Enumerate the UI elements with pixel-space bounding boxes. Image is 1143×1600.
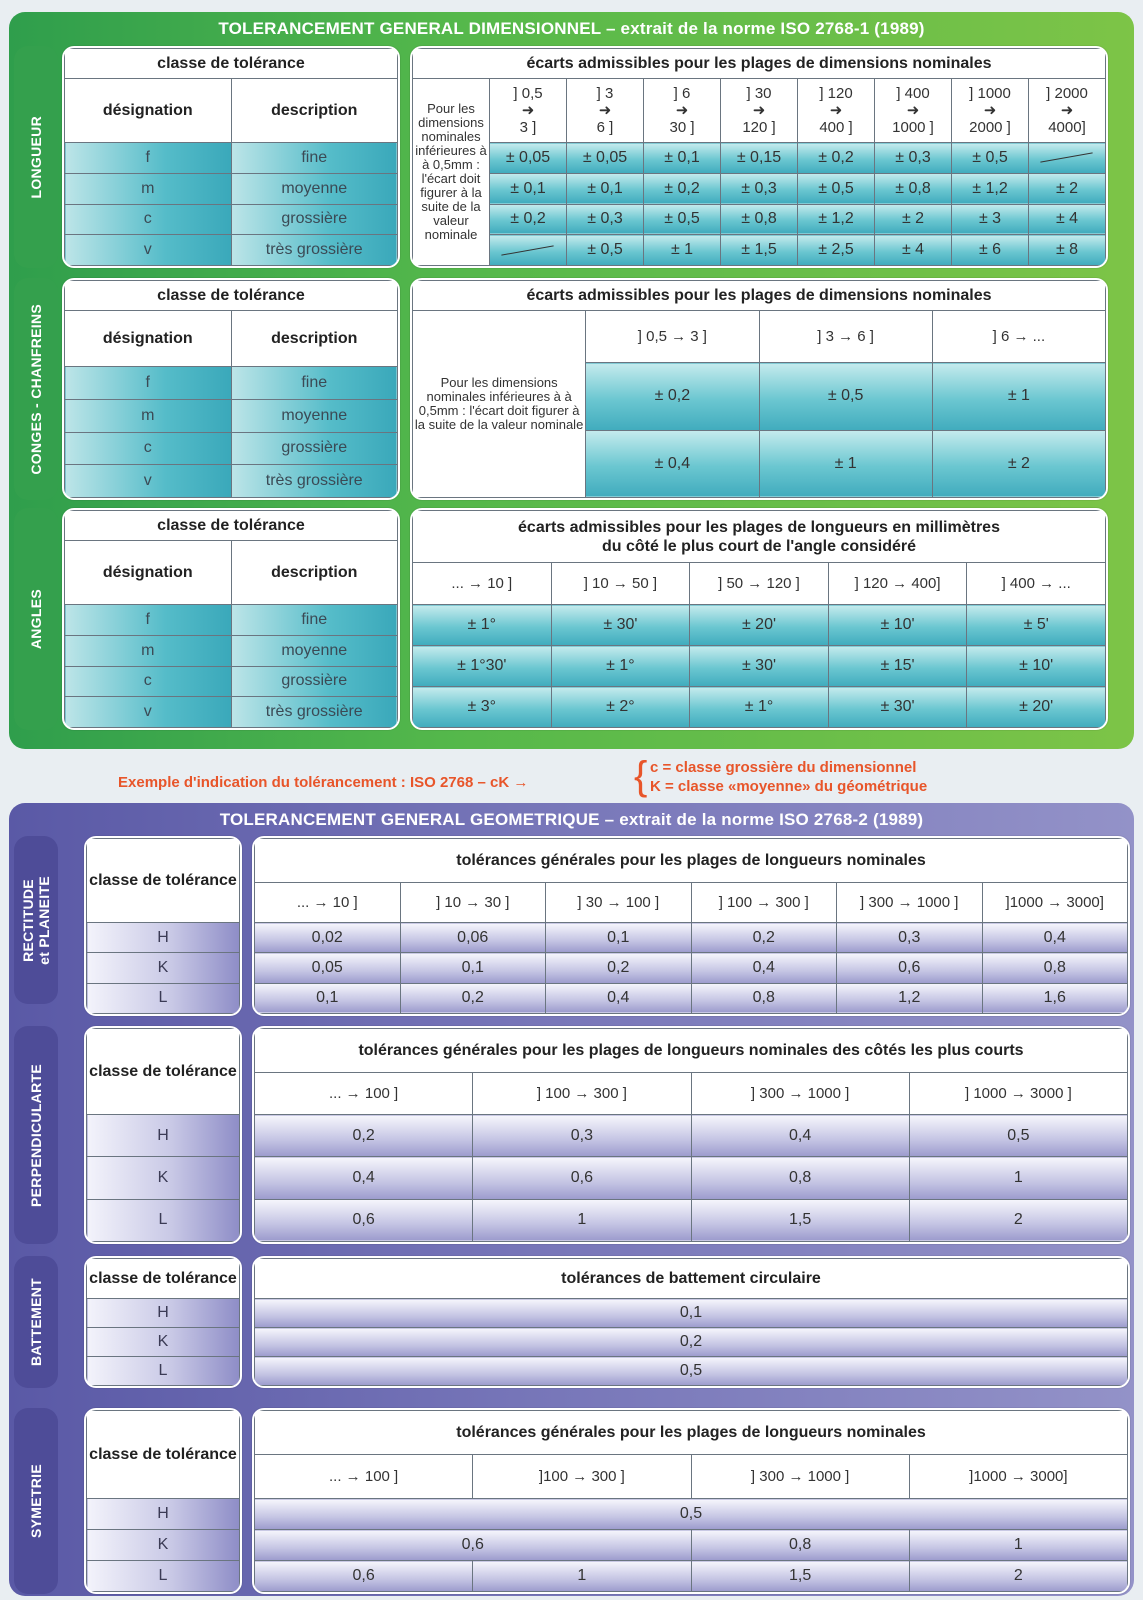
class-code: m: [65, 399, 232, 432]
value-cell: 2: [909, 1561, 1127, 1592]
value-cell: ± 0,5: [567, 235, 644, 266]
class-code: v: [65, 697, 232, 728]
side-label-battement: BATTEMENT: [14, 1256, 58, 1388]
range-cell: ] 0,5 ➜ 3 ]: [490, 79, 567, 143]
value-cell: ± 4: [875, 235, 952, 266]
value-cell: ± 2: [1029, 173, 1106, 204]
value-cell: ± 0,1: [644, 143, 721, 174]
value-cell: 0,1: [400, 953, 546, 983]
class-desc: fine: [231, 605, 398, 636]
perp-values-table: [252, 1026, 1130, 1244]
value-cell: ± 1,5: [721, 235, 798, 266]
range-cell: ] 120 ➜ 400 ]: [798, 79, 875, 143]
range-cell: ] 6 ➜ 30 ]: [644, 79, 721, 143]
class-code: K: [87, 1157, 240, 1199]
range-cell: ] 400 → ...: [967, 563, 1106, 605]
value-cell: ± 1°: [551, 646, 690, 687]
value-cell: 0,3: [837, 923, 983, 953]
value-cell: 0,2: [546, 953, 692, 983]
value-cell: ± 3°: [413, 687, 552, 728]
range-cell: ... → 10 ]: [413, 563, 552, 605]
value-cell: ± 10': [967, 646, 1106, 687]
value-cell: ± 10': [828, 605, 967, 646]
class-desc: très grossière: [231, 235, 398, 266]
not-applicable-mark: [502, 245, 555, 255]
value-cell: 0,5: [255, 1357, 1128, 1386]
value-cell: ± 0,3: [721, 173, 798, 204]
rectitude-values-table: [252, 836, 1130, 1016]
class-header: classe de tolérance: [87, 1259, 240, 1299]
value-cell: 0,5: [909, 1115, 1127, 1157]
class-code: m: [65, 173, 232, 204]
brace-icon: {: [634, 754, 648, 798]
value-cell: 0,4: [982, 923, 1128, 953]
side-label-perpendicularite: PERPENDICULARTE: [14, 1026, 58, 1244]
value-cell: ± 20': [967, 687, 1106, 728]
designation-header: désignation: [65, 311, 232, 367]
class-code: f: [65, 143, 232, 174]
range-cell: ] 300 → 1000 ]: [837, 883, 983, 923]
value-cell: ± 1°: [690, 687, 829, 728]
batt-values-table: [252, 1256, 1130, 1388]
example-k: K = classe «moyenne» du géométrique: [650, 778, 928, 795]
class-header: classe de tolérance: [87, 1411, 240, 1499]
value-cell: 0,6: [255, 1530, 692, 1561]
value-cell: ± 0,5: [759, 363, 932, 431]
value-cell: ± 15': [828, 646, 967, 687]
value-cell: ± 4: [1029, 204, 1106, 235]
value-cell: ± 0,05: [567, 143, 644, 174]
class-code: v: [65, 235, 232, 266]
range-cell: ] 1000 → 3000 ]: [909, 1073, 1127, 1115]
value-cell: ± 8: [1029, 235, 1106, 266]
range-cell: ] 100 → 300 ]: [473, 1073, 691, 1115]
value-cell: 0,6: [255, 1561, 473, 1592]
class-code: v: [65, 465, 232, 498]
range-cell: ] 10 → 50 ]: [551, 563, 690, 605]
value-cell: ± 0,1: [567, 173, 644, 204]
class-code: c: [65, 432, 232, 465]
class-code: L: [87, 1561, 240, 1592]
conges-header: écarts admissibles pour les plages de dimensions nominales: [413, 281, 1106, 311]
class-code: K: [87, 953, 240, 983]
value-cell: 0,02: [255, 923, 401, 953]
value-cell: 0,3: [473, 1115, 691, 1157]
value-cell: 1,5: [691, 1199, 909, 1241]
angles-class-table: [62, 508, 400, 730]
value-cell: 0,8: [691, 1157, 909, 1199]
class-code: H: [87, 1299, 240, 1328]
value-cell: ± 0,8: [721, 204, 798, 235]
perp-class-table: [84, 1026, 242, 1244]
class-code: H: [87, 1115, 240, 1157]
value-cell: [1029, 143, 1106, 174]
value-cell: 1,6: [982, 983, 1128, 1013]
angles-header: écarts admissibles pour les plages de longueurs en millimètres du côté le plus court de l'angle considéré: [413, 511, 1106, 563]
value-cell: 1: [909, 1530, 1127, 1561]
class-header: classe de tolérance: [65, 49, 398, 79]
value-cell: ± 0,15: [721, 143, 798, 174]
value-cell: 1: [473, 1199, 691, 1241]
class-code: m: [65, 635, 232, 666]
value-cell: 0,4: [691, 953, 837, 983]
not-applicable-mark: [1041, 153, 1094, 163]
class-header: classe de tolérance: [65, 281, 398, 311]
value-cell: 0,6: [255, 1199, 473, 1241]
value-cell: ± 2: [875, 204, 952, 235]
value-cell: 1,2: [837, 983, 983, 1013]
class-desc: fine: [231, 143, 398, 174]
value-cell: 2: [909, 1199, 1127, 1241]
range-cell: ] 120 → 400]: [828, 563, 967, 605]
value-cell: ± 0,1: [490, 173, 567, 204]
value-cell: ± 1: [759, 430, 932, 498]
value-cell: 1,5: [691, 1561, 909, 1592]
designation-header: désignation: [65, 541, 232, 605]
range-cell: ]1000 → 3000]: [909, 1455, 1127, 1499]
range-cell: ] 3 ➜ 6 ]: [567, 79, 644, 143]
angles-values-table: [410, 508, 1108, 730]
value-cell: 0,4: [691, 1115, 909, 1157]
class-desc: grossière: [231, 432, 398, 465]
value-cell: 0,6: [473, 1157, 691, 1199]
value-cell: ± 2: [932, 430, 1105, 498]
value-cell: ± 5': [967, 605, 1106, 646]
class-desc: moyenne: [231, 173, 398, 204]
conges-values-table: [410, 278, 1108, 500]
value-cell: ± 0,2: [644, 173, 721, 204]
range-cell: ]100 → 300 ]: [473, 1455, 691, 1499]
value-cell: ± 20': [690, 605, 829, 646]
rectitude-class-table: [84, 836, 242, 1016]
class-desc: très grossière: [231, 465, 398, 498]
class-desc: moyenne: [231, 399, 398, 432]
value-cell: ± 0,3: [875, 143, 952, 174]
range-cell: ] 2000 ➜ 4000]: [1029, 79, 1106, 143]
value-cell: 0,1: [546, 923, 692, 953]
range-cell: ] 0,5 → 3 ]: [586, 311, 759, 363]
value-cell: ± 1,2: [952, 173, 1029, 204]
range-cell: ] 1000 ➜ 2000 ]: [952, 79, 1029, 143]
range-cell: ... → 10 ]: [255, 883, 401, 923]
example-indication: [0, 752, 1143, 800]
value-cell: 0,4: [546, 983, 692, 1013]
value-cell: ± 0,4: [586, 430, 759, 498]
value-cell: ± 1,2: [798, 204, 875, 235]
dimensional-title: TOLERANCEMENT GENERAL DIMENSIONNEL – extrait de la norme ISO 2768-1 (1989): [218, 19, 925, 38]
value-cell: 0,05: [255, 953, 401, 983]
value-cell: 0,06: [400, 923, 546, 953]
value-cell: 1: [909, 1157, 1127, 1199]
class-header: classe de tolérance: [65, 511, 398, 541]
value-cell: ± 0,5: [644, 204, 721, 235]
class-header: classe de tolérance: [87, 839, 240, 923]
range-cell: ] 100 → 300 ]: [691, 883, 837, 923]
value-cell: ± 30': [828, 687, 967, 728]
example-c: c = classe grossière du dimensionnel: [650, 759, 917, 776]
value-cell: ± 1°: [413, 605, 552, 646]
value-cell: 0,8: [691, 1530, 909, 1561]
value-cell: 0,8: [982, 953, 1128, 983]
batt-header: tolérances de battement circulaire: [255, 1259, 1128, 1299]
designation-header: désignation: [65, 79, 232, 143]
value-cell: ± 2,5: [798, 235, 875, 266]
rectitude-header: tolérances générales pour les plages de longueurs nominales: [255, 839, 1128, 883]
geometric-title: TOLERANCEMENT GENERAL GEOMETRIQUE – extrait de la norme ISO 2768-2 (1989): [219, 810, 924, 829]
range-cell: ] 50 → 120 ]: [690, 563, 829, 605]
range-cell: ] 30 → 100 ]: [546, 883, 692, 923]
value-cell: ± 0,5: [952, 143, 1029, 174]
class-desc: moyenne: [231, 635, 398, 666]
value-cell: ± 30': [551, 605, 690, 646]
class-header: classe de tolérance: [87, 1029, 240, 1115]
value-cell: ± 1°30': [413, 646, 552, 687]
range-cell: ] 300 → 1000 ]: [691, 1455, 909, 1499]
example-text: Exemple d'indication du tolérancement : ISO 2768 – cK →: [118, 774, 529, 791]
value-cell: 0,8: [691, 983, 837, 1013]
class-code: f: [65, 367, 232, 400]
value-cell: 0,2: [691, 923, 837, 953]
value-cell: 1: [473, 1561, 691, 1592]
value-cell: 0,6: [837, 953, 983, 983]
description-header: description: [231, 79, 398, 143]
class-code: K: [87, 1328, 240, 1357]
class-desc: fine: [231, 367, 398, 400]
longueur-class-table: [62, 46, 400, 268]
value-cell: ± 0,3: [567, 204, 644, 235]
side-label-angles: ANGLES: [14, 508, 58, 730]
longueur-header: écarts admissibles pour les plages de dimensions nominales: [413, 49, 1106, 79]
value-cell: ± 6: [952, 235, 1029, 266]
sym-class-table: [84, 1408, 242, 1594]
value-cell: ± 2°: [551, 687, 690, 728]
range-cell: ] 300 → 1000 ]: [691, 1073, 909, 1115]
value-cell: ± 1: [644, 235, 721, 266]
range-cell: ] 30 ➜ 120 ]: [721, 79, 798, 143]
class-code: c: [65, 204, 232, 235]
side-label-rectitude: RECTITUDE et PLANEITE: [14, 836, 58, 1004]
description-header: description: [231, 311, 398, 367]
value-cell: ± 0,2: [798, 143, 875, 174]
note-small-dimensions: Pour les dimensions nominales inférieures à à 0,5mm : l'écart doit figurer à la suite de la valeur nominale: [413, 311, 586, 498]
value-cell: ± 0,2: [490, 204, 567, 235]
side-label-longueur: LONGUEUR: [14, 46, 58, 268]
range-cell: ] 3 → 6 ]: [759, 311, 932, 363]
range-cell: ]1000 → 3000]: [982, 883, 1128, 923]
value-cell: [490, 235, 567, 266]
side-label-conges: CONGES - CHANFREINS: [14, 278, 58, 500]
value-cell: ± 3: [952, 204, 1029, 235]
note-small-dimensions: Pour les dimensions nominales inférieures à à 0,5mm : l'écart doit figurer à la suite de la valeur nominale: [413, 79, 490, 266]
value-cell: ± 0,5: [798, 173, 875, 204]
value-cell: 0,4: [255, 1157, 473, 1199]
batt-class-table: [84, 1256, 242, 1388]
value-cell: ± 0,8: [875, 173, 952, 204]
class-code: L: [87, 1199, 240, 1241]
class-code: H: [87, 1499, 240, 1530]
class-code: f: [65, 605, 232, 636]
value-cell: 0,2: [255, 1115, 473, 1157]
sym-values-table: [252, 1408, 1130, 1594]
perp-header: tolérances générales pour les plages de longueurs nominales des côtés les plus courts: [255, 1029, 1128, 1073]
value-cell: ± 30': [690, 646, 829, 687]
class-code: c: [65, 666, 232, 697]
value-cell: 0,5: [255, 1499, 1128, 1530]
value-cell: 0,2: [400, 983, 546, 1013]
class-desc: grossière: [231, 204, 398, 235]
range-cell: ] 6 → ...: [932, 311, 1105, 363]
value-cell: 0,2: [255, 1328, 1128, 1357]
class-code: L: [87, 983, 240, 1013]
value-cell: ± 0,05: [490, 143, 567, 174]
sym-header: tolérances générales pour les plages de longueurs nominales: [255, 1411, 1128, 1455]
longueur-values-table: [410, 46, 1108, 268]
class-code: K: [87, 1530, 240, 1561]
class-desc: grossière: [231, 666, 398, 697]
range-cell: ... → 100 ]: [255, 1073, 473, 1115]
value-cell: 0,1: [255, 1299, 1128, 1328]
description-header: description: [231, 541, 398, 605]
range-cell: ] 10 → 30 ]: [400, 883, 546, 923]
range-cell: ] 400 ➜ 1000 ]: [875, 79, 952, 143]
value-cell: 0,1: [255, 983, 401, 1013]
class-code: L: [87, 1357, 240, 1386]
side-label-symetrie: SYMETRIE: [14, 1408, 58, 1594]
conges-class-table: [62, 278, 400, 500]
class-desc: très grossière: [231, 697, 398, 728]
example-legend: [650, 758, 927, 796]
value-cell: ± 0,2: [586, 363, 759, 431]
value-cell: ± 1: [932, 363, 1105, 431]
range-cell: ... → 100 ]: [255, 1455, 473, 1499]
class-code: H: [87, 923, 240, 953]
